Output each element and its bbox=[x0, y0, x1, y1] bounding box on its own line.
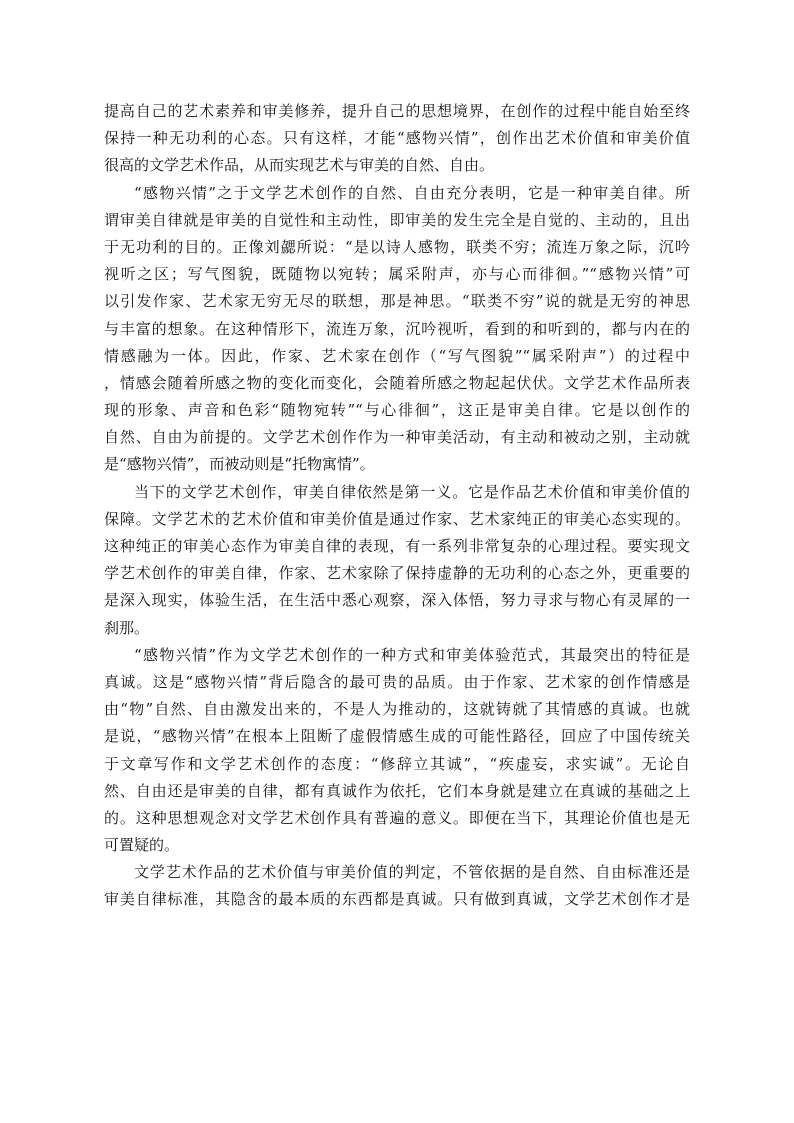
text-line: 可置疑的。 bbox=[104, 836, 180, 855]
text-line: ，情感会随着所感之物的变化而变化，会随着所感之物起起伏伏。文学艺术作品所表 bbox=[104, 373, 690, 392]
text-line: 自然、自由为前提的。文学艺术创作作为一种审美活动，有主动和被动之别，主动就 bbox=[104, 428, 690, 447]
text-line: 文学艺术作品的艺术价值与审美价值的判定，不管依据的是自然、自由标准还是 bbox=[134, 863, 690, 882]
text-line: 的。这种思想观念对文学艺术创作具有普遍的意义。即便在当下，其理论价值也是无 bbox=[104, 808, 690, 827]
text-line: 学艺术创作的审美自律，作家、艺术家除了保持虚静的无功利的心态之外，更重要的 bbox=[104, 564, 690, 583]
text-line: 刹那。 bbox=[104, 618, 150, 637]
text-line: 保障。文学艺术的艺术价值和审美价值是通过作家、艺术家纯正的审美心态实现的。 bbox=[104, 509, 690, 528]
text-line: 由“物”自然、自由激发出来的，不是人为推动的，这就铸就了其情感的真诚。也就 bbox=[104, 700, 690, 719]
text-line: 是“感物兴情”，而被动则是“托物寓情”。 bbox=[104, 455, 375, 474]
text-line: 情感融为一体。因此，作家、艺术家在创作（“写气图貌”“属采附声”）的过程中 bbox=[104, 346, 690, 365]
text-line: “感物兴情”作为文学艺术创作的一种方式和审美体验范式，其最突出的特征是 bbox=[134, 645, 690, 664]
text-line: 以引发作家、艺术家无穷无尽的联想，那是神思。“联类不穷”说的就是无穷的神思 bbox=[104, 292, 690, 311]
text-line: 与丰富的想象。在这种情形下，流连万象，沉吟视听，看到的和听到的，都与内在的 bbox=[104, 319, 690, 338]
text-line: 提高自己的艺术素养和审美修养，提升自己的思想境界，在创作的过程中能自始至终 bbox=[104, 102, 690, 120]
text-line: 保持一种无功利的心态。只有这样，才能“感物兴情”，创作出艺术价值和审美价值 bbox=[104, 129, 690, 148]
text-line: 谓审美自律就是审美的自觉性和主动性，即审美的发生完全是自觉的、主动的，且出 bbox=[104, 210, 690, 229]
text-line: 是深入现实，体验生活，在生活中悉心观察，深入体悟，努力寻求与物心有灵犀的一 bbox=[104, 591, 690, 610]
text-line: 当下的文学艺术创作，审美自律依然是第一义。它是作品艺术价值和审美价值的 bbox=[134, 482, 690, 501]
text-line: 这种纯正的审美心态作为审美自律的表现，有一系列非常复杂的心理过程。要实现文 bbox=[104, 537, 690, 555]
text-line: 很高的文学艺术作品，从而实现艺术与审美的自然、自由。 bbox=[104, 156, 495, 175]
text-line: 审美自律标准，其隐含的最本质的东西都是真诚。只有做到真诚，文学艺术创作才是 bbox=[104, 890, 690, 909]
text-line: 真诚。这是“感物兴情”背后隐含的最可贵的品质。由于作家、艺术家的创作情感是 bbox=[104, 672, 690, 691]
text-line: 视听之区；写气图貌，既随物以宛转；属采附声，亦与心而徘徊。”“感物兴情”可 bbox=[104, 265, 690, 284]
text-line: 于无功利的目的。正像刘勰所说：“是以诗人感物，联类不穷；流连万象之际，沉吟 bbox=[104, 237, 690, 256]
text-line: “感物兴情”之于文学艺术创作的自然、自由充分表明，它是一种审美自律。所 bbox=[134, 183, 690, 202]
body-text bbox=[104, 98, 690, 914]
text-line: 然、自由还是审美的自律，都有真诚作为依托，它们本身就是建立在真诚的基础之上 bbox=[104, 781, 690, 800]
text-line: 现的形象、声音和色彩“随物宛转”“与心徘徊”，这正是审美自律。它是以创作的 bbox=[104, 401, 690, 420]
text-line: 于文章写作和文学艺术创作的态度：“修辞立其诚”，“疾虚妄，求实诚”。无论自 bbox=[104, 754, 690, 773]
text-line: 是说，“感物兴情”在根本上阻断了虚假情感生成的可能性路径，回应了中国传统关 bbox=[104, 727, 690, 746]
